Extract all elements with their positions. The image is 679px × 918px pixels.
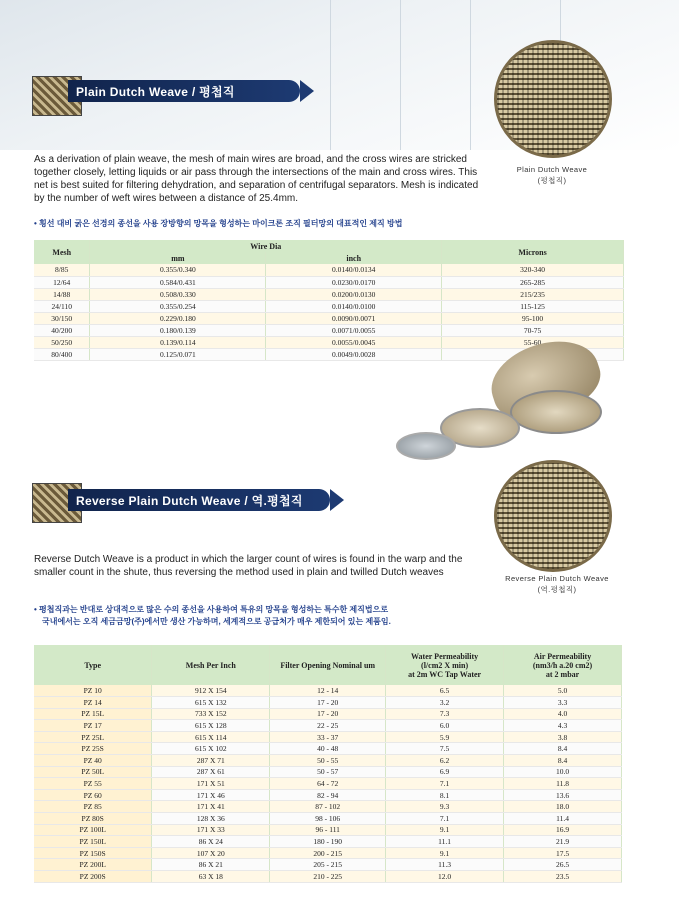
table-row xyxy=(34,685,622,697)
cell-mesh: 80/400 xyxy=(34,348,90,360)
cell-type: PZ 150S xyxy=(34,847,152,859)
cell-water: 6.9 xyxy=(386,766,504,778)
table-row xyxy=(34,847,622,859)
cell-opening: 87 - 102 xyxy=(270,801,386,813)
reverse-weave-caption-ko: (역.평첩직) xyxy=(537,585,577,594)
header-air-perm-line: (nm3/h a.20 cm2) xyxy=(532,660,593,670)
reverse-weave-title xyxy=(68,489,330,511)
cell-mesh: 171 X 51 xyxy=(152,778,270,790)
cell-air: 13.6 xyxy=(504,789,622,801)
cell-mesh: 615 X 128 xyxy=(152,720,270,732)
table-row xyxy=(34,766,622,778)
table-row xyxy=(34,288,624,300)
cell-mesh: 14/88 xyxy=(34,288,90,300)
header-microns: Microns xyxy=(442,240,624,264)
table-row xyxy=(34,859,622,871)
cell-mesh: 63 X 18 xyxy=(152,871,270,883)
plain-weave-caption-ko: (평첩직) xyxy=(537,176,567,185)
cell-opening: 33 - 37 xyxy=(270,731,386,743)
reverse-weave-title-text: Reverse Plain Dutch Weave / 역.평첩직 xyxy=(76,493,303,508)
cell-air: 8.4 xyxy=(504,743,622,755)
plain-weave-mesh-image xyxy=(494,40,612,158)
cell-inch: 0.0140/0.0134 xyxy=(266,264,442,276)
cell-mesh: 107 X 20 xyxy=(152,847,270,859)
cell-mm: 0.355/0.254 xyxy=(90,300,266,312)
header-air-permeability xyxy=(504,645,622,685)
header-air-perm-line: at 2 mbar xyxy=(545,669,580,679)
cell-water: 6.2 xyxy=(386,755,504,767)
plain-weave-title-text: Plain Dutch Weave / 평첩직 xyxy=(76,84,235,99)
cell-opening: 17 - 20 xyxy=(270,697,386,709)
plain-weave-note: • 횡선 대비 굵은 선경의 종선을 사용 장방향의 망목을 형성하는 마이크론 조직 필터망의 대표적인 제직 방법 xyxy=(34,219,403,228)
cell-inch: 0.0230/0.0170 xyxy=(266,276,442,288)
cell-mesh: 912 X 154 xyxy=(152,685,270,697)
cell-opening: 17 - 20 xyxy=(270,708,386,720)
cell-inch: 0.0071/0.0055 xyxy=(266,324,442,336)
cell-microns: 115-125 xyxy=(442,300,624,312)
table-row xyxy=(34,755,622,767)
cell-opening: 200 - 215 xyxy=(270,847,386,859)
cell-microns: 95-100 xyxy=(442,312,624,324)
cell-air: 5.0 xyxy=(504,685,622,697)
reverse-weave-note xyxy=(34,604,634,628)
header-type: Type xyxy=(34,645,152,685)
cell-opening: 210 - 225 xyxy=(270,871,386,883)
cell-type: PZ 200L xyxy=(34,859,152,871)
cell-opening: 12 - 14 xyxy=(270,685,386,697)
table-row xyxy=(34,789,622,801)
cell-water: 7.1 xyxy=(386,778,504,790)
cell-opening: 98 - 106 xyxy=(270,813,386,825)
header-air-perm-line: Air Permeability xyxy=(533,651,592,661)
cell-type: PZ 55 xyxy=(34,778,152,790)
cell-water: 3.2 xyxy=(386,697,504,709)
table-row xyxy=(34,697,622,709)
cell-mesh: 86 X 24 xyxy=(152,836,270,848)
cell-type: PZ 14 xyxy=(34,697,152,709)
cell-opening: 96 - 111 xyxy=(270,824,386,836)
plain-weave-title xyxy=(68,80,300,102)
table-row xyxy=(34,264,624,276)
cell-microns: 265-285 xyxy=(442,276,624,288)
table-row xyxy=(34,743,622,755)
cell-opening: 22 - 25 xyxy=(270,720,386,732)
cell-mesh: 50/250 xyxy=(34,336,90,348)
background-window-pane xyxy=(470,0,471,150)
reverse-weave-note-line1: • 평첩직과는 반대로 상대적으로 많은 수의 종선을 사용하여 특유의 망목을 형성하는 특수한 제직법으로 xyxy=(34,605,389,614)
reverse-weave-description: Reverse Dutch Weave is a product in which the larger count of wires is found in the warp and the smaller count in the shute, thus reversing the method used in plain and twilled Dutch weaves xyxy=(34,554,463,578)
cell-water: 11.3 xyxy=(386,859,504,871)
table-row xyxy=(34,324,624,336)
cell-mm: 0.139/0.114 xyxy=(90,336,266,348)
cell-type: PZ 25S xyxy=(34,743,152,755)
cell-air: 17.5 xyxy=(504,847,622,859)
cell-type: PZ 80S xyxy=(34,813,152,825)
cell-mesh: 615 X 114 xyxy=(152,731,270,743)
cell-mesh: 128 X 36 xyxy=(152,813,270,825)
cell-microns: 320-340 xyxy=(442,264,624,276)
table-row xyxy=(34,836,622,848)
table-row xyxy=(34,276,624,288)
cell-type: PZ 200S xyxy=(34,871,152,883)
cell-type: PZ 150L xyxy=(34,836,152,848)
cell-air: 3.8 xyxy=(504,731,622,743)
table-row xyxy=(34,801,622,813)
cell-opening: 50 - 55 xyxy=(270,755,386,767)
plain-weave-caption-en: Plain Dutch Weave xyxy=(516,165,588,174)
cell-mesh: 40/200 xyxy=(34,324,90,336)
table-row xyxy=(34,708,622,720)
cell-water: 7.1 xyxy=(386,813,504,825)
cell-type: PZ 40 xyxy=(34,755,152,767)
cell-water: 12.0 xyxy=(386,871,504,883)
cell-opening: 40 - 48 xyxy=(270,743,386,755)
cell-inch: 0.0055/0.0045 xyxy=(266,336,442,348)
cell-mesh: 171 X 46 xyxy=(152,789,270,801)
table-row xyxy=(34,778,622,790)
cell-opening: 82 - 94 xyxy=(270,789,386,801)
cell-type: PZ 50L xyxy=(34,766,152,778)
plain-weave-caption xyxy=(482,164,622,186)
cell-opening: 205 - 215 xyxy=(270,859,386,871)
table-row xyxy=(34,871,622,883)
table-row xyxy=(34,731,622,743)
cell-mesh: 287 X 61 xyxy=(152,766,270,778)
cell-microns: 215/235 xyxy=(442,288,624,300)
cell-water: 11.1 xyxy=(386,836,504,848)
cell-mesh: 12/64 xyxy=(34,276,90,288)
header-wire-dia: Wire Dia xyxy=(90,240,442,252)
cell-air: 3.3 xyxy=(504,697,622,709)
cell-air: 18.0 xyxy=(504,801,622,813)
cell-air: 11.4 xyxy=(504,813,622,825)
cell-mesh: 86 X 21 xyxy=(152,859,270,871)
cell-mm: 0.584/0.431 xyxy=(90,276,266,288)
reverse-weave-mesh-image xyxy=(494,460,612,572)
cell-air: 8.4 xyxy=(504,755,622,767)
cell-microns: 70-75 xyxy=(442,324,624,336)
reverse-weave-caption-en: Reverse Plain Dutch Weave xyxy=(505,574,609,583)
header-inch: inch xyxy=(266,252,442,264)
cell-mm: 0.125/0.071 xyxy=(90,348,266,360)
cell-water: 6.5 xyxy=(386,685,504,697)
reverse-weave-table xyxy=(34,645,622,883)
table-row xyxy=(34,824,622,836)
filter-disc-photo xyxy=(380,340,620,460)
cell-air: 26.5 xyxy=(504,859,622,871)
table-row xyxy=(34,720,622,732)
cell-mesh: 24/110 xyxy=(34,300,90,312)
cell-inch: 0.0090/0.0071 xyxy=(266,312,442,324)
cell-mesh: 30/150 xyxy=(34,312,90,324)
header-water-perm-line: at 2m WC Tap Water xyxy=(408,669,482,679)
cell-air: 11.8 xyxy=(504,778,622,790)
reverse-weave-note-line2: 국내에서는 오직 세금금망(주)에서만 생산 가능하며, 세계적으로 공급처가 매우 제한되어 있는 제품임. xyxy=(42,617,391,626)
cell-mm: 0.180/0.139 xyxy=(90,324,266,336)
cell-air: 4.3 xyxy=(504,720,622,732)
table-row xyxy=(34,300,624,312)
cell-inch: 0.0200/0.0130 xyxy=(266,288,442,300)
background-window-pane xyxy=(400,0,401,150)
cell-mm: 0.355/0.340 xyxy=(90,264,266,276)
cell-air: 4.0 xyxy=(504,708,622,720)
cell-mesh: 733 X 152 xyxy=(152,708,270,720)
reverse-weave-caption xyxy=(482,573,632,595)
cell-type: PZ 10 xyxy=(34,685,152,697)
cell-air: 16.9 xyxy=(504,824,622,836)
header-mesh: Mesh xyxy=(34,240,90,264)
cell-mm: 0.508/0.330 xyxy=(90,288,266,300)
cell-water: 9.1 xyxy=(386,824,504,836)
cell-inch: 0.0140/0.0100 xyxy=(266,300,442,312)
cell-type: PZ 60 xyxy=(34,789,152,801)
reverse-weave-table-body xyxy=(34,685,622,882)
cell-mesh: 615 X 132 xyxy=(152,697,270,709)
table-row xyxy=(34,312,624,324)
cell-water: 5.9 xyxy=(386,731,504,743)
table-row xyxy=(34,813,622,825)
cell-water: 9.3 xyxy=(386,801,504,813)
cell-water: 7.3 xyxy=(386,708,504,720)
cell-water: 6.0 xyxy=(386,720,504,732)
cell-inch: 0.0049/0.0028 xyxy=(266,348,442,360)
cell-air: 23.5 xyxy=(504,871,622,883)
cell-mesh: 171 X 33 xyxy=(152,824,270,836)
header-mm: mm xyxy=(90,252,266,264)
cell-mesh: 615 X 102 xyxy=(152,743,270,755)
cell-water: 9.1 xyxy=(386,847,504,859)
cell-mesh: 287 X 71 xyxy=(152,755,270,767)
cell-mesh: 8/85 xyxy=(34,264,90,276)
cell-type: PZ 100L xyxy=(34,824,152,836)
header-water-permeability xyxy=(386,645,504,685)
cell-opening: 180 - 190 xyxy=(270,836,386,848)
cell-opening: 50 - 57 xyxy=(270,766,386,778)
cell-microns: 55-60 xyxy=(442,336,624,348)
background-window-pane xyxy=(330,0,331,150)
header-filter-opening: Filter Opening Nominal um xyxy=(270,645,386,685)
header-water-perm-line: Water Permeability xyxy=(411,651,479,661)
header-water-perm-line: (l/cm2 X min) xyxy=(421,660,469,670)
cell-water: 7.5 xyxy=(386,743,504,755)
cell-type: PZ 85 xyxy=(34,801,152,813)
cell-opening: 64 - 72 xyxy=(270,778,386,790)
cell-air: 10.0 xyxy=(504,766,622,778)
cell-air: 21.9 xyxy=(504,836,622,848)
cell-type: PZ 17 xyxy=(34,720,152,732)
cell-type: PZ 15L xyxy=(34,708,152,720)
cell-mm: 0.229/0.180 xyxy=(90,312,266,324)
cell-type: PZ 25L xyxy=(34,731,152,743)
cell-water: 8.1 xyxy=(386,789,504,801)
header-mesh-per-inch: Mesh Per Inch xyxy=(152,645,270,685)
plain-weave-description: As a derivation of plain weave, the mesh of main wires are broad, and the cross wires are stricked together closely, letting liquids or air pass through the intersections of the main and cross wires. This net is best suited for filtering dehydration, and separation of centrifugal separators. Mesh is indicated by the number of weft wires between a distance of 25.4mm. xyxy=(34,154,479,204)
cell-mesh: 171 X 41 xyxy=(152,801,270,813)
